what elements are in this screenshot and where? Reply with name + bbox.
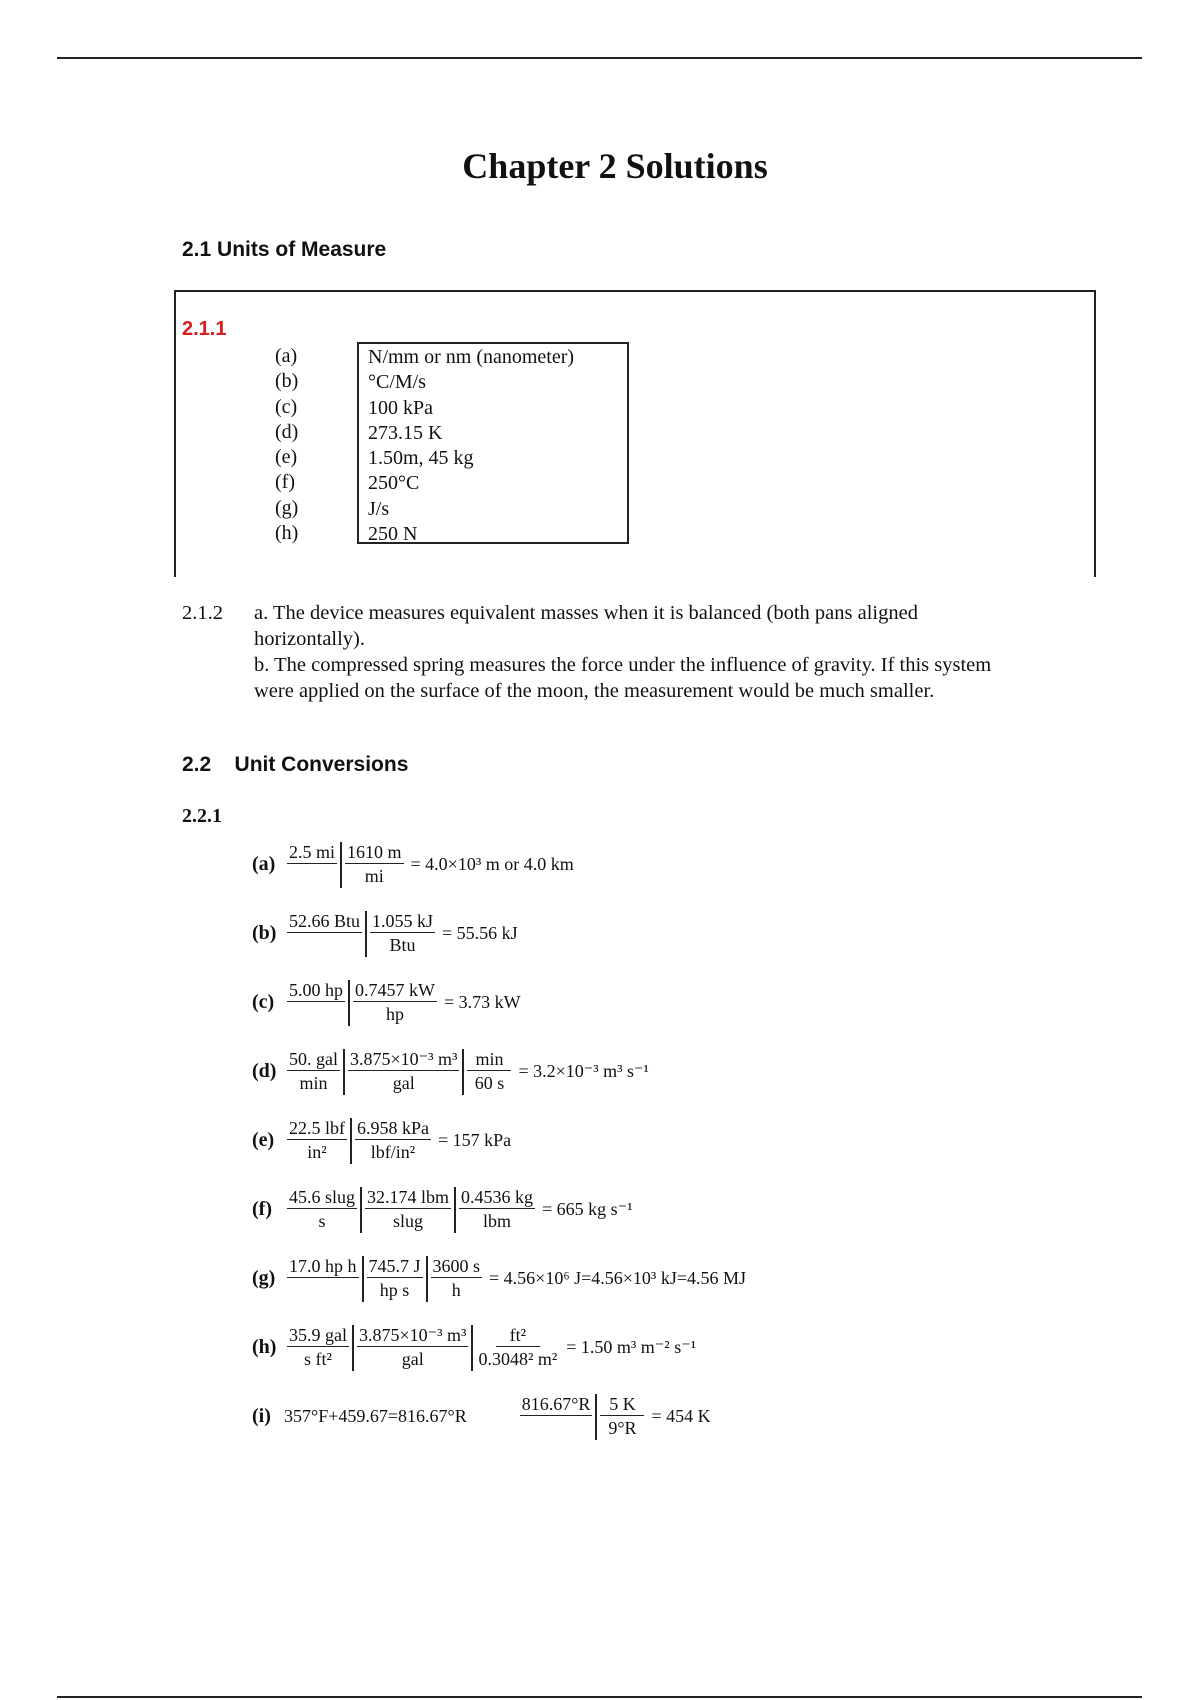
answer-value: 250°C bbox=[368, 472, 420, 495]
denominator: gal bbox=[392, 1072, 415, 1093]
conversion-factor bbox=[517, 1394, 596, 1440]
denominator: lbm bbox=[483, 1210, 512, 1231]
conversion-factor bbox=[471, 1325, 562, 1371]
denominator: in² bbox=[307, 1141, 327, 1162]
numerator: 5.00 hp bbox=[289, 979, 343, 1000]
conversion-factor bbox=[340, 842, 407, 888]
equation-row bbox=[252, 1106, 746, 1175]
equation-row bbox=[252, 830, 746, 899]
denominator: s bbox=[318, 1210, 326, 1231]
answer-value: 250 N bbox=[368, 523, 418, 546]
numerator: 0.4536 kg bbox=[461, 1186, 534, 1207]
answer-letters bbox=[275, 344, 298, 546]
answer-value: °C/M/s bbox=[368, 371, 427, 394]
equation-list bbox=[252, 830, 746, 1451]
denominator bbox=[314, 1002, 318, 1026]
conversion-factor bbox=[350, 1118, 434, 1164]
numerator: 50. gal bbox=[289, 1048, 338, 1069]
denominator: slug bbox=[393, 1210, 424, 1231]
denominator: 60 s bbox=[474, 1072, 505, 1093]
numerator: 17.0 hp h bbox=[289, 1255, 357, 1276]
answer-value: 100 kPa bbox=[368, 396, 433, 419]
equation-result: = 1.50 m³ m⁻² s⁻¹ bbox=[566, 1337, 697, 1357]
equation-text: 357°F+459.67=816.67°R bbox=[284, 1406, 467, 1426]
answer-letter: (e) bbox=[275, 446, 298, 469]
numerator: 22.5 lbf bbox=[289, 1117, 345, 1138]
conversion-factor bbox=[284, 1049, 343, 1095]
equation-row bbox=[252, 1037, 746, 1106]
equation-label: (f) bbox=[252, 1198, 272, 1220]
equation-label: (g) bbox=[252, 1267, 276, 1289]
equation-result: = 4.56×10⁶ J=4.56×10³ kJ=4.56 MJ bbox=[489, 1268, 746, 1288]
conversion-factor bbox=[454, 1187, 538, 1233]
conversion-factor bbox=[284, 1256, 362, 1302]
numerator: 35.9 gal bbox=[289, 1324, 347, 1345]
bottom-rule bbox=[57, 1696, 1142, 1698]
equation-row bbox=[252, 968, 746, 1037]
equation-result: = 55.56 kJ bbox=[442, 923, 518, 943]
equation-row bbox=[252, 899, 746, 968]
equation-row bbox=[252, 1244, 746, 1313]
equation-result: = 4.0×10³ m or 4.0 km bbox=[410, 854, 574, 874]
answer-value: 1.50m, 45 kg bbox=[368, 447, 474, 470]
conversion-factor bbox=[360, 1187, 454, 1233]
conversion-factor bbox=[284, 1325, 352, 1371]
numerator: 3600 s bbox=[432, 1255, 481, 1276]
numerator: ft² bbox=[496, 1325, 540, 1347]
denominator: lbf/in² bbox=[370, 1141, 416, 1162]
top-rule bbox=[57, 57, 1142, 59]
equation-result: = 157 kPa bbox=[438, 1130, 512, 1150]
conversion-factor bbox=[362, 1256, 426, 1302]
conversion-factor bbox=[595, 1394, 647, 1440]
equation-label: (h) bbox=[252, 1336, 277, 1358]
conversion-factor bbox=[284, 911, 365, 957]
problem-number: 2.2.1 bbox=[182, 805, 222, 827]
problem-number: 2.1.2 bbox=[182, 602, 223, 624]
equation-result: = 3.73 kW bbox=[444, 992, 521, 1012]
denominator: min bbox=[299, 1072, 328, 1093]
equation-label: (d) bbox=[252, 1060, 277, 1082]
answer-letter: (g) bbox=[275, 496, 299, 519]
conversion-factor bbox=[462, 1049, 514, 1095]
conversion-factor bbox=[284, 1118, 350, 1164]
numerator: 6.958 kPa bbox=[357, 1117, 429, 1138]
conversion-factor bbox=[348, 980, 440, 1026]
equation-label: (a) bbox=[252, 853, 276, 875]
denominator: hp bbox=[386, 1003, 404, 1024]
conversion-factor bbox=[343, 1049, 462, 1095]
numerator: 745.7 J bbox=[368, 1255, 421, 1276]
answer-value: J/s bbox=[368, 497, 390, 520]
equation-row bbox=[252, 1313, 746, 1382]
equation-label: (e) bbox=[252, 1129, 275, 1151]
answers-box bbox=[357, 342, 629, 544]
denominator: 9°R bbox=[608, 1417, 637, 1438]
numerator: 5 K bbox=[600, 1394, 644, 1416]
numerator: 45.6 slug bbox=[289, 1186, 356, 1207]
denominator: s ft² bbox=[304, 1348, 332, 1369]
numerator: 3.875×10⁻³ m³ bbox=[359, 1324, 467, 1345]
denominator: 0.3048² m² bbox=[478, 1348, 558, 1369]
denominator: h bbox=[451, 1279, 461, 1300]
answer-value: N/mm or nm (nanometer) bbox=[368, 346, 575, 368]
conversion-factor bbox=[284, 980, 348, 1026]
answer-letter: (a) bbox=[275, 345, 298, 367]
equation-result: = 665 kg s⁻¹ bbox=[542, 1199, 633, 1219]
numerator: 3.875×10⁻³ m³ bbox=[350, 1048, 458, 1069]
equation-label: (c) bbox=[252, 991, 275, 1013]
answer-letter: (b) bbox=[275, 370, 299, 393]
equation-result: = 3.2×10⁻³ m³ s⁻¹ bbox=[518, 1061, 649, 1081]
denominator: hp s bbox=[379, 1279, 410, 1300]
answer-b: b. The compressed spring measures the force under the influence of gravity. If this system were applied on the surface of the moon, the measurement would be much smaller. bbox=[254, 654, 992, 702]
answer-a: a. The device measures equivalent masses when it is balanced (both pans aligned horizontally). bbox=[254, 602, 918, 650]
equation-row bbox=[252, 1382, 746, 1451]
denominator: mi bbox=[364, 865, 384, 886]
conversion-factor bbox=[426, 1256, 486, 1302]
page-title: Chapter 2 Solutions bbox=[462, 146, 768, 186]
denominator: Btu bbox=[389, 934, 416, 955]
equation-label: (i) bbox=[252, 1405, 271, 1427]
equation-result: = 454 K bbox=[651, 1406, 711, 1426]
denominator bbox=[310, 864, 314, 888]
conversion-factor bbox=[284, 1187, 360, 1233]
numerator: 2.5 mi bbox=[289, 841, 336, 862]
answer-letter: (c) bbox=[275, 395, 298, 418]
numerator: 0.7457 kW bbox=[355, 979, 435, 1000]
numerator: 1.055 kJ bbox=[372, 910, 434, 931]
denominator: gal bbox=[401, 1348, 424, 1369]
answer-letter: (h) bbox=[275, 522, 299, 545]
conversion-factor bbox=[352, 1325, 471, 1371]
answer-letter: (f) bbox=[275, 471, 295, 494]
numerator: 1610 m bbox=[347, 841, 402, 862]
denominator bbox=[323, 933, 327, 957]
section-heading-2-2: 2.2 Unit Conversions bbox=[182, 753, 409, 776]
conversion-factor bbox=[365, 911, 438, 957]
problem-2-1-1-box bbox=[174, 290, 1096, 577]
numerator: 52.66 Btu bbox=[289, 910, 361, 931]
problem-number: 2.1.1 bbox=[182, 318, 227, 340]
numerator: 816.67°R bbox=[521, 1393, 591, 1414]
answer-letter: (d) bbox=[275, 420, 299, 443]
answer-value: 273.15 K bbox=[368, 421, 443, 444]
denominator bbox=[321, 1278, 325, 1302]
problem-2-1-2 bbox=[182, 600, 992, 702]
numerator: min bbox=[467, 1049, 511, 1071]
conversion-factor bbox=[284, 842, 340, 888]
numerator: 32.174 lbm bbox=[367, 1186, 450, 1207]
equation-row bbox=[252, 1175, 746, 1244]
equation-label: (b) bbox=[252, 922, 277, 944]
denominator bbox=[554, 1416, 558, 1440]
section-heading-2-1: 2.1 Units of Measure bbox=[182, 238, 387, 261]
